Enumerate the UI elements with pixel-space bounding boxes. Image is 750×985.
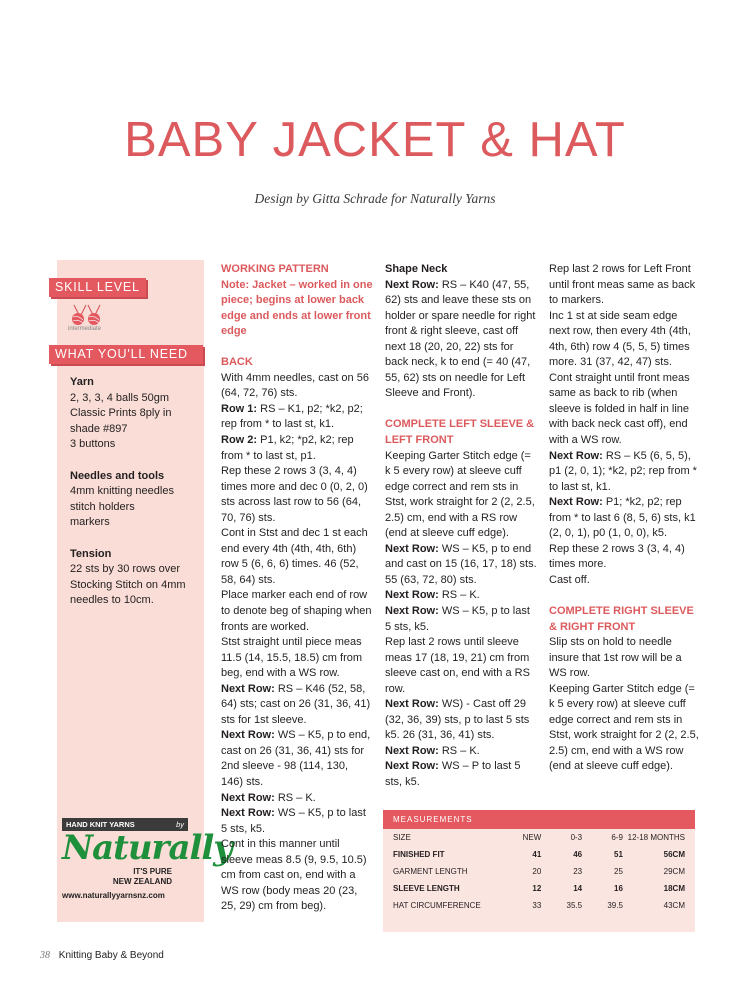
instruction: Next Row: RS – K. xyxy=(221,791,316,804)
what-you-need-tag: WHAT YOU'LL NEED xyxy=(49,345,203,364)
measurement-value: 51 xyxy=(614,850,623,859)
measurements-table xyxy=(383,829,695,914)
measurements-box xyxy=(383,810,695,932)
column-3 xyxy=(549,262,701,775)
measurement-value: 35.5 xyxy=(566,901,583,910)
tools-line: markers xyxy=(70,516,110,529)
measurement-label: FINISHED FIT xyxy=(393,850,445,859)
designer-byline: Design by Gitta Schrade for Naturally Yarns xyxy=(254,191,496,206)
measurements-row xyxy=(383,880,695,897)
materials-list xyxy=(70,375,200,609)
measurement-value: 56CM xyxy=(663,850,685,859)
tension-line: 22 sts by 30 rows over xyxy=(70,563,181,576)
instruction: Next Row: WS) - Cast off 29 (32, 36, 39) sts, p to last 5 sts k5. 26 (31, 36, 41) sts. xyxy=(385,698,530,742)
measurement-label: GARMENT LENGTH xyxy=(393,867,468,876)
right-sleeve-heading: COMPLETE RIGHT SLEEVE & RIGHT FRONT xyxy=(549,604,694,633)
skill-level-tag: SKILL LEVEL xyxy=(49,278,146,297)
logo-bar: HAND KNIT YARNS by xyxy=(62,818,188,831)
instruction: Next Row: WS – K5, p to last 5 sts, k5. xyxy=(221,807,366,835)
instruction: Place marker each end of row to denote beg of shaping when fronts are worked. xyxy=(221,589,372,633)
measurement-value: 20 xyxy=(532,867,542,876)
instruction: Cast off. xyxy=(549,573,590,586)
yarn-line: shade #897 xyxy=(70,422,128,435)
measurement-value: 23 xyxy=(573,867,583,876)
left-sleeve-heading: COMPLETE LEFT SLEEVE & LEFT FRONT xyxy=(385,418,535,446)
instruction: Next Row: WS – K5, p to end and cast on 15 (16, 17, 18) sts. 55 (63, 72, 80) sts. xyxy=(385,542,537,586)
measurement-value: 29CM xyxy=(663,867,685,876)
instruction: With 4mm needles, cast on 56 (64, 72, 76) sts. xyxy=(221,371,369,400)
instruction: Next Row: P1; *k2, p2; rep from * to last 6 (8, 5, 6) sts, k1 (2, 0, 1), p0 (1, 0, 0), k5. xyxy=(549,496,696,540)
instruction: Next Row: RS – K. xyxy=(385,744,480,757)
instruction: Cont straight until front meas same as back to rib (when sleeve is folded in half in line with back neck cast off), end with a WS row. xyxy=(549,371,690,447)
logo-script: Naturally xyxy=(62,828,233,868)
instruction: Next Row: WS – P to last 5 sts, k5. xyxy=(385,760,521,788)
tools-line: 4mm knitting needles xyxy=(70,485,174,498)
yarn-heading: Yarn xyxy=(70,376,94,388)
tools-heading: Needles and tools xyxy=(70,469,165,482)
instruction: Cont in this manner until sleeve meas 8.5 (9, 9.5, 10.5) cm from cast on, end with a WS row (body meas 20 (23, 25, 29) cm from beg). xyxy=(221,838,367,913)
measurements-row xyxy=(383,863,695,880)
instruction: Rep last 2 rows until sleeve meas 17 (18, 19, 21) cm from sleeve cast on, end with a RS row. xyxy=(385,636,530,695)
measurement-value: 41 xyxy=(532,850,542,859)
instruction: Rep these 2 rows 3 (3, 4, 4) times more and dec 0 (0, 2, 0) sts across last row to 56 (64, 70, 76) sts. xyxy=(221,465,368,524)
instruction: Row 1: RS – K1, p2; *k2, p2; rep from * to last st, k1. xyxy=(221,402,363,431)
yarn-line: 3 buttons xyxy=(70,438,116,451)
shape-neck-heading: Shape Neck xyxy=(385,263,448,275)
logo-tagline-2: NEW ZEALAND xyxy=(112,877,172,886)
instruction: Row 2: P1, k2; *p2, k2; rep from * to last st, p1. xyxy=(221,433,354,462)
logo-tagline-1: IT'S PURE xyxy=(133,867,172,876)
pattern-note: Note: Jacket – worked in one piece; begins at lower back edge and ends at lower front edge xyxy=(221,278,373,338)
measurement-value: 25 xyxy=(614,867,623,876)
measurements-row xyxy=(383,846,695,863)
measurement-value: NEW xyxy=(522,833,542,842)
measurement-value: 18CM xyxy=(663,884,685,893)
instruction: Rep last 2 rows for Left Front until front meas same as back to markers. xyxy=(549,263,696,307)
measurement-value: 0-3 xyxy=(570,833,583,842)
page-footer xyxy=(40,950,164,961)
measurements-row xyxy=(383,897,695,914)
logo-url: www.naturallyyarnsnz.com xyxy=(62,891,165,900)
book-title: Knitting Baby & Beyond xyxy=(58,950,164,961)
skill-caption: intermediate xyxy=(68,326,102,332)
measurement-value: 46 xyxy=(573,850,583,859)
tension-heading: Tension xyxy=(70,547,112,560)
page-title: BABY JACKET & HAT xyxy=(124,113,626,167)
measurements-heading: MEASUREMENTS xyxy=(383,810,695,829)
working-pattern-heading: WORKING PATTERN xyxy=(221,263,329,275)
back-heading: BACK xyxy=(221,356,253,369)
instruction: Inc 1 st at side seam edge next row, then every 4th (4th, 4th, 6th) row 4 (5, 5, 5) times more. 31 (37, 42, 47) sts. xyxy=(549,309,691,369)
measurement-label: HAT CIRCUMFERENCE xyxy=(393,901,481,910)
measurement-value: 12 xyxy=(532,884,542,893)
measurement-value: 33 xyxy=(532,901,542,910)
measurement-value: 12-18 MONTHS xyxy=(627,833,685,842)
measurement-label: SIZE xyxy=(393,833,411,842)
instruction: Stst straight until piece meas 11.5 (14, 15.5, 18.5) cm from beg, end with a WS row. xyxy=(221,636,363,680)
instruction: Rep these 2 rows 3 (3, 4, 4) times more. xyxy=(549,542,685,571)
instruction: Cont in Stst and dec 1 st each end every 4th (4th, 4th, 6th) row 5 (6, 6, 6) times. 46 (52, 58, 64) sts. xyxy=(221,527,368,586)
instruction: Keeping Garter Stitch edge (= k 5 every row) at sleeve cuff edge correct and rem sts in Stst, work straight for 2 (2, 2.5, 2.5) cm, end with a WS row (end at sleeve cuff edge). xyxy=(549,682,699,773)
instruction: Next Row: WS – K5, p to last 5 sts, k5. xyxy=(385,604,530,633)
yarn-line: 2, 3, 3, 4 balls 50gm xyxy=(70,391,170,404)
measurement-value: 16 xyxy=(614,884,623,893)
yarn-line: Classic Prints 8ply in xyxy=(70,407,172,420)
tools-line: stitch holders xyxy=(70,500,135,513)
measurement-value: 14 xyxy=(573,884,583,893)
column-1 xyxy=(221,262,373,915)
instruction: Next Row: RS – K. xyxy=(385,589,480,602)
measurements-row xyxy=(383,829,695,846)
instruction: Keeping Garter Stitch edge (= k 5 every row) at sleeve cuff edge correct and rem sts in Stst, work straight for 2 (2, 2.5, 2.5) cm, end with a RS row (end at sleeve cuff edge). xyxy=(385,449,535,540)
page-number: 38 xyxy=(40,950,50,961)
instruction: Slip sts on hold to needle insure that 1st row will be a WS row. xyxy=(549,636,682,680)
instruction: Next Row: WS – K5, p to end, cast on 26 (31, 36, 41) sts for 2nd sleeve - 98 (114, 130, 146) sts. xyxy=(221,729,371,788)
instruction: Next Row: RS – K5 (6, 5, 5), p1 (2, 0, 1); *k2, p2; rep from * to last st, k1. xyxy=(549,449,697,493)
instruction: Next Row: RS – K46 (52, 58, 64) sts; cast on 26 (31, 36, 41) sts for 1st sleeve. xyxy=(221,682,371,726)
measurement-value: 6-9 xyxy=(611,833,623,842)
tension-line: needles to 10cm. xyxy=(70,594,154,607)
measurement-label: SLEEVE LENGTH xyxy=(393,884,460,893)
column-2 xyxy=(385,262,537,791)
instruction: Next Row: RS – K40 (47, 55, 62) sts and leave these sts on holder or spare needle for right front & right sleeve, cast off next 18 (20, 20, 22) sts for back neck, k to end (= 40 (47, 55, 62) sts on needle for Left Sleeve and Front). xyxy=(385,278,536,400)
tension-line: Stocking Stitch on 4mm xyxy=(70,578,186,591)
measurement-value: 39.5 xyxy=(607,901,623,910)
measurement-value: 43CM xyxy=(663,901,685,910)
naturally-logo xyxy=(62,818,233,916)
